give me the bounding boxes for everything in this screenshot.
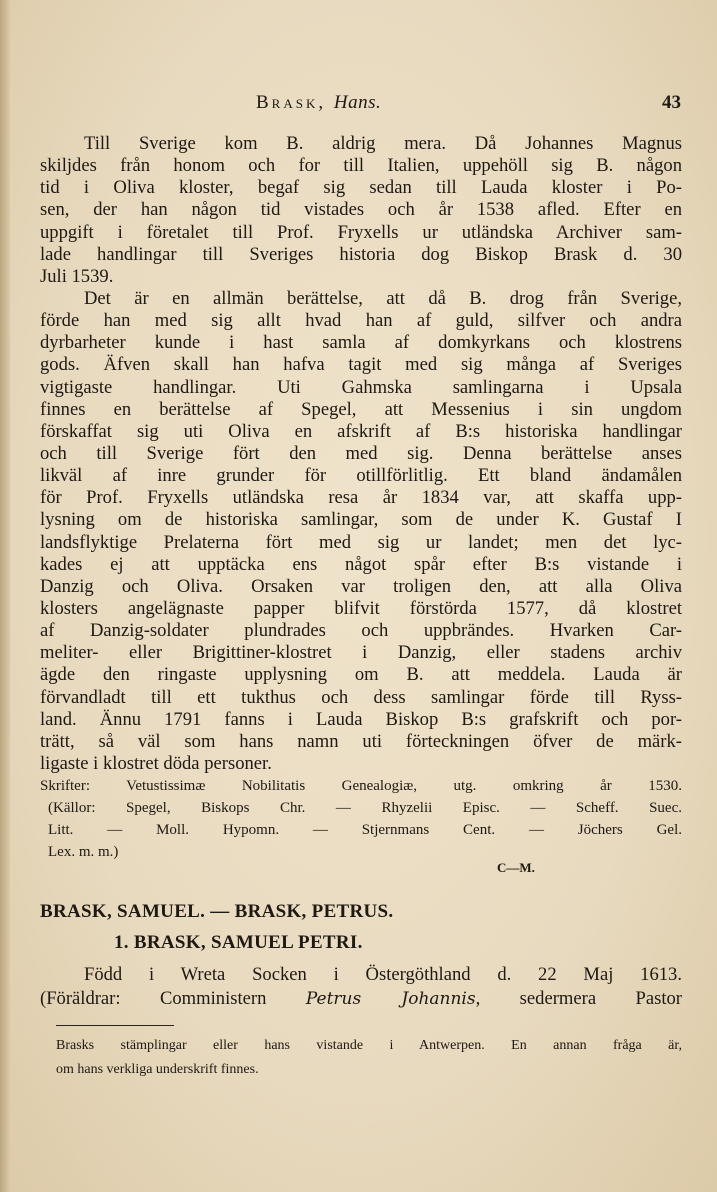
running-head-surname: Brask,: [256, 92, 334, 113]
text-line: trätt, så väl som hans namn uti förteckningen öfver de märk-: [40, 730, 682, 752]
text-line: Danzig och Oliva. Orsaken var troligen den, att alla Oliva: [40, 575, 682, 597]
text-line: [40, 987, 682, 1011]
text-line: likväl af inre grunder för otillförlitlig. Ett bland ändamålen: [40, 465, 682, 487]
text-fragment: (Föräldrar: Comministern: [40, 988, 306, 1009]
kallor-line: Litt. — Moll. Hypomn. — Stjernmans Cent. — Jöchers Gel.: [48, 822, 682, 839]
skrifter-line: Skrifter: Vetustissimæ Nobilitatis Genealogiæ, utg. omkring år 1530.: [40, 778, 682, 795]
text-line: uppgift i företalet till Prof. Fryxells ur utländska Archiver sam-: [40, 221, 682, 243]
text-line: dyrbarheter kunde i hast samla af domkyrkans och klostrens: [40, 332, 682, 354]
running-head-title: [256, 92, 381, 114]
kallor-line: (Källor: Spegel, Biskops Chr. — Rhyzelii Episc. — Scheff. Suec.: [48, 800, 682, 817]
text-line: sen, der han någon tid vistades och år 1538 afled. Efter en: [40, 199, 682, 221]
page-binding-edge: [0, 0, 10, 1192]
text-line: Född i Wreta Socken i Östergöthland d. 22 Maj 1613.: [84, 964, 682, 985]
footnote-line: om hans verkliga underskrift finnes.: [56, 1062, 259, 1077]
text-line: meliter- eller Brigittiner-klostret i Danzig, eller stadens archiv: [40, 642, 682, 664]
entry-heading: BRASK, SAMUEL. — BRASK, PETRUS.: [40, 901, 394, 922]
text-line: förskaffat sig uti Oliva en afskrift af B:s historiska handlingar: [40, 420, 682, 442]
text-line: vigtigaste handlingar. Uti Gahmska samlingarna i Upsala: [40, 376, 682, 398]
entry-text: [40, 963, 682, 1011]
text-line: klosters angelägnaste papper blifvit förstörda 1577, då klostret: [40, 597, 682, 619]
text-line: Det är en allmän berättelse, att då B. drog från Sverige,: [84, 287, 682, 309]
text-line: Till Sverige kom B. aldrig mera. Då Johannes Magnus: [84, 133, 682, 154]
italic-name: Petrus Johannis: [305, 989, 476, 1009]
text-line: Juli 1539.: [40, 265, 114, 287]
author-signature: C—M.: [497, 860, 535, 875]
text-line: land. Ännu 1791 fanns i Lauda Biskop B:s grafskrift och por-: [40, 708, 682, 730]
text-line: och till Sverige fört den med sig. Denna berättelse anses: [40, 442, 682, 464]
text-line: tid i Oliva kloster, begaf sig sedan till Lauda kloster i Po-: [40, 177, 682, 199]
text-line: landsflyktige Prelaterna fört med sig ur landet; men det lyc-: [40, 531, 682, 553]
text-line: kades ej att upptäcka ens något spår efter B:s vistande i: [40, 553, 682, 575]
text-line: ägde den ringaste upplysning om B. att meddela. Lauda är: [40, 664, 682, 686]
text-line: lade handlingar till Sveriges historia dog Biskop Brask d. 30: [40, 243, 682, 265]
footnote: [56, 1034, 682, 1082]
running-head-forename: Hans.: [333, 92, 382, 113]
running-head: [0, 92, 717, 118]
text-line: skiljdes från honom och for till Italien, uppehöll sig B. någon: [40, 155, 682, 177]
text-line: ligaste i klostret döda personer.: [40, 752, 272, 774]
text-line: förvandladt till ett tukthus och dess samlingar förde till Ryss-: [40, 686, 682, 708]
text-line: finnes en berättelse af Spegel, att Messenius i sin ungdom: [40, 398, 682, 420]
text-line: lysning om de historiska samlingar, som de under K. Gustaf I: [40, 509, 682, 531]
text-line: af Danzig-soldater plundrades och uppbrändes. Hvarken Car-: [40, 620, 682, 642]
footnote-line: Brasks stämplingar eller hans vistande i Antwerpen. En annan fråga är,: [56, 1038, 682, 1053]
text-line: gods. Äfven skall han hafva tagit med sig många af Sveriges: [40, 354, 682, 376]
kallor-line: Lex. m. m.): [48, 844, 119, 861]
text-fragment: , sedermera Pastor: [475, 988, 683, 1009]
footnote-rule: [56, 1025, 174, 1026]
page-number: 43: [662, 92, 681, 113]
text-line: för Prof. Fryxells utländska resa år 1834 var, att skaffa upp-: [40, 487, 682, 509]
main-text: [40, 133, 682, 863]
entry-subheading: 1. BRASK, SAMUEL PETRI.: [114, 932, 363, 953]
text-line: förde han med sig allt hvad han af guld, silfver och andra: [40, 310, 682, 332]
